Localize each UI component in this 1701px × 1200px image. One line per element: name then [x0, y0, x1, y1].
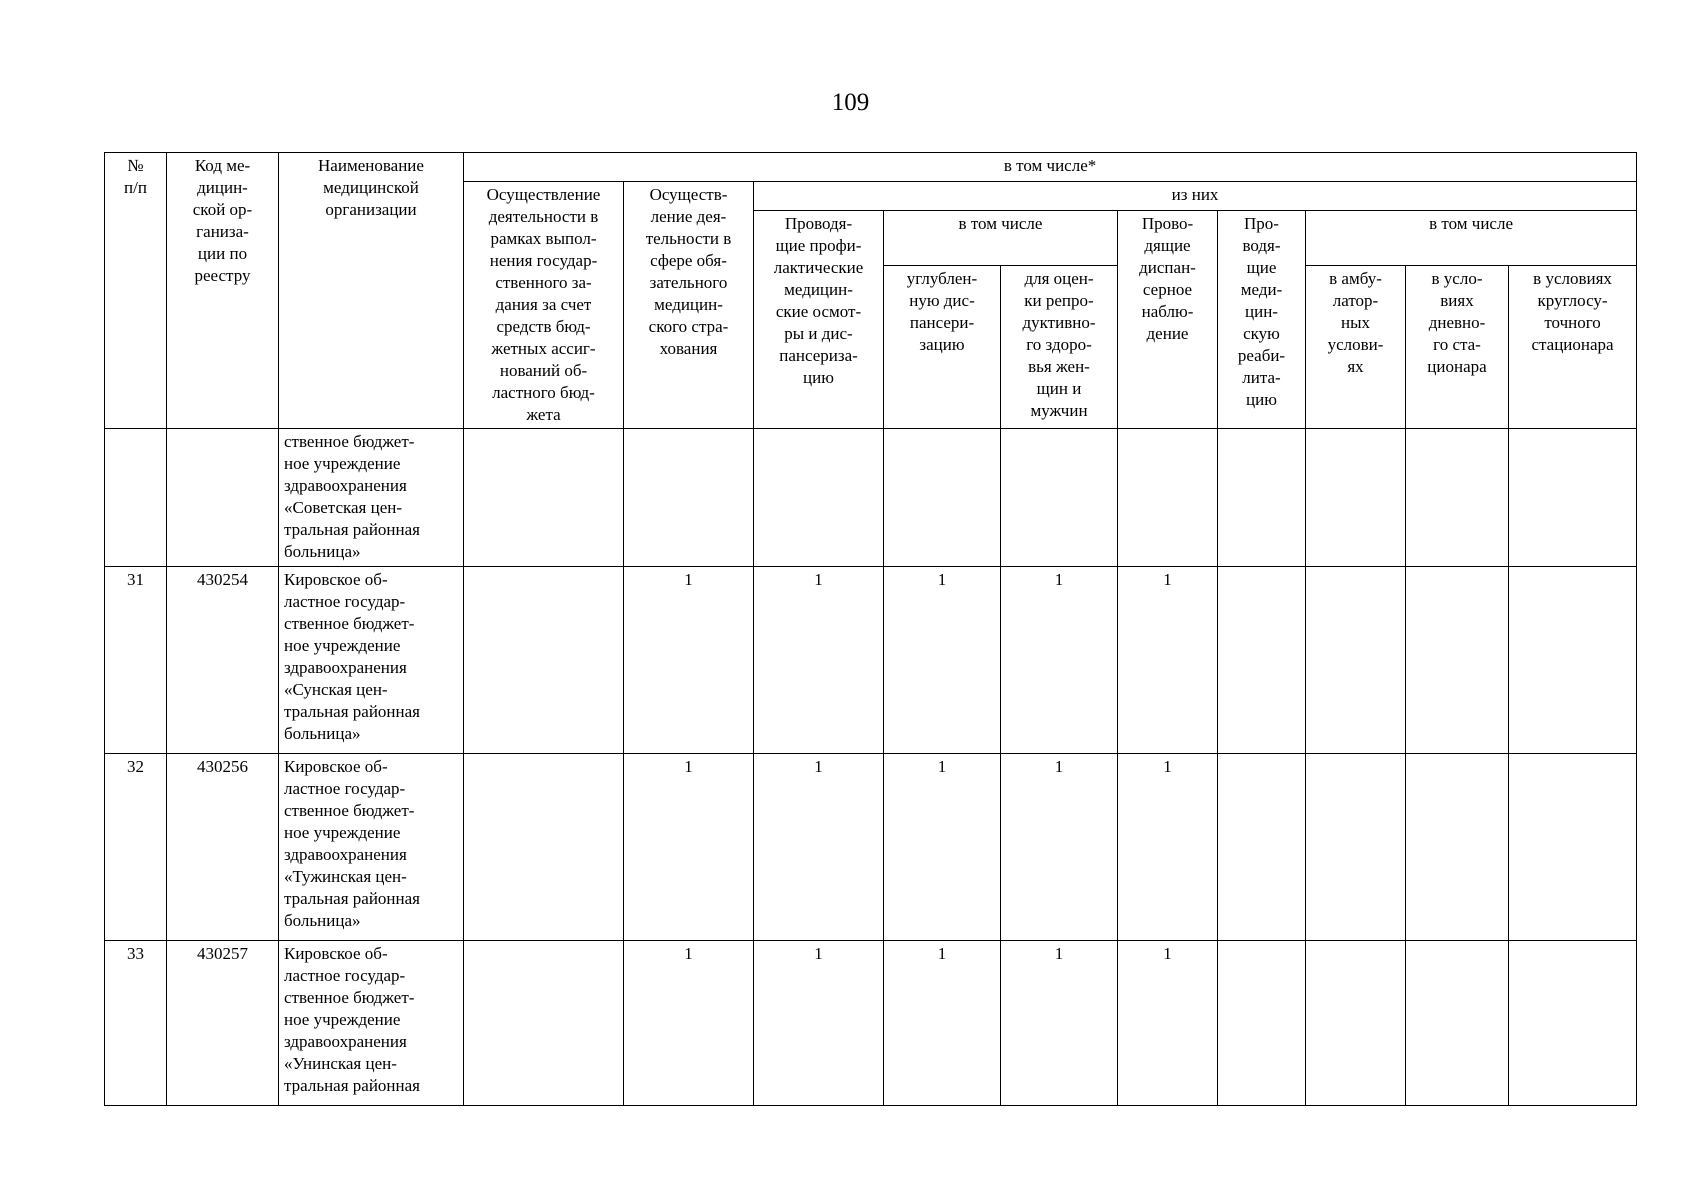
header-day-hospital: в усло- виях дневно- го ста- ционара — [1406, 266, 1509, 429]
cell-prof: 1 — [754, 567, 884, 754]
table-header — [105, 153, 1637, 429]
cell-code: 430256 — [167, 754, 279, 941]
cell-reproductive: 1 — [1001, 754, 1118, 941]
header-including-3: в том числе — [1306, 211, 1637, 266]
header-num: № п/п — [105, 153, 167, 429]
cell-round — [1509, 567, 1637, 754]
cell-num: 31 — [105, 567, 167, 754]
cell-name: Кировское об- ластное государ- ственное бюджет- ное учреждение здравоохранения «Сунская цен- тральная районная больница» — [279, 567, 464, 754]
cell-code: 430254 — [167, 567, 279, 754]
cell-state-task — [464, 941, 624, 1106]
cell-in-depth: 1 — [884, 754, 1001, 941]
cell-round — [1509, 429, 1637, 567]
cell-oms — [624, 429, 754, 567]
header-reproductive: для оцен- ки репро- дуктивно- го здоро- вья жен- щин и мужчин — [1001, 266, 1118, 429]
cell-code: 430257 — [167, 941, 279, 1106]
header-code: Код ме- дицин- ской ор- ганиза- ции по реестру — [167, 153, 279, 429]
cell-oms: 1 — [624, 941, 754, 1106]
cell-state-task — [464, 567, 624, 754]
cell-code — [167, 429, 279, 567]
cell-in-depth: 1 — [884, 941, 1001, 1106]
cell-num — [105, 429, 167, 567]
cell-state-task — [464, 429, 624, 567]
table-row — [105, 941, 1637, 1106]
header-including: в том числе* — [464, 153, 1637, 182]
cell-day — [1406, 941, 1509, 1106]
cell-outpatient — [1306, 941, 1406, 1106]
cell-rehab — [1218, 941, 1306, 1106]
cell-reproductive: 1 — [1001, 941, 1118, 1106]
cell-day — [1406, 429, 1509, 567]
cell-num: 32 — [105, 754, 167, 941]
cell-dispensary — [1118, 429, 1218, 567]
header-including-2: в том числе — [884, 211, 1118, 266]
cell-dispensary: 1 — [1118, 754, 1218, 941]
cell-dispensary: 1 — [1118, 567, 1218, 754]
cell-oms: 1 — [624, 754, 754, 941]
cell-prof: 1 — [754, 754, 884, 941]
cell-prof: 1 — [754, 941, 884, 1106]
header-of-them: из них — [754, 182, 1637, 211]
cell-dispensary: 1 — [1118, 941, 1218, 1106]
cell-rehab — [1218, 429, 1306, 567]
cell-name: Кировское об- ластное государ- ственное бюджет- ное учреждение здравоохранения «Унинская цен- тральная районная — [279, 941, 464, 1106]
registry-table — [104, 152, 1637, 1106]
cell-day — [1406, 567, 1509, 754]
cell-name: Кировское об- ластное государ- ственное бюджет- ное учреждение здравоохранения «Тужинская цен- тральная районная больница» — [279, 754, 464, 941]
header-prof-exams: Проводя- щие профи- лактические медицин- ские осмот- ры и дис- пансериза- цию — [754, 211, 884, 429]
table-row — [105, 567, 1637, 754]
cell-in-depth: 1 — [884, 567, 1001, 754]
cell-rehab — [1218, 754, 1306, 941]
cell-reproductive: 1 — [1001, 567, 1118, 754]
cell-oms: 1 — [624, 567, 754, 754]
cell-prof — [754, 429, 884, 567]
header-in-depth: углублен- ную дис- пансери- зацию — [884, 266, 1001, 429]
cell-name: ственное бюджет- ное учреждение здравоохранения «Советская цен- тральная районная больница» — [279, 429, 464, 567]
table-row — [105, 429, 1637, 567]
header-outpatient: в амбу- латор- ных услови- ях — [1306, 266, 1406, 429]
page-number: 109 — [831, 89, 870, 116]
table-body — [105, 429, 1637, 1106]
cell-round — [1509, 754, 1637, 941]
cell-outpatient — [1306, 754, 1406, 941]
cell-in-depth — [884, 429, 1001, 567]
header-rehab: Про- водя- щие меди- цин- скую реаби- лита- цию — [1218, 211, 1306, 429]
header-state-task: Осуществление деятельности в рамках выпол- нения государ- ственного за- дания за счет средств бюд- жетных ассиг- нований об- ластного бюд- жета — [464, 182, 624, 429]
cell-rehab — [1218, 567, 1306, 754]
cell-reproductive — [1001, 429, 1118, 567]
header-dispensary: Прово- дящие диспан- серное наблю- дение — [1118, 211, 1218, 429]
cell-round — [1509, 941, 1637, 1106]
cell-num: 33 — [105, 941, 167, 1106]
cell-state-task — [464, 754, 624, 941]
table-row — [105, 754, 1637, 941]
cell-outpatient — [1306, 429, 1406, 567]
cell-outpatient — [1306, 567, 1406, 754]
header-oms: Осуществ- ление дея- тельности в сфере обя- зательного медицин- ского стра- хования — [624, 182, 754, 429]
cell-day — [1406, 754, 1509, 941]
header-name: Наименование медицинской организации — [279, 153, 464, 429]
header-round-hospital: в условиях круглосу- точного стационара — [1509, 266, 1637, 429]
